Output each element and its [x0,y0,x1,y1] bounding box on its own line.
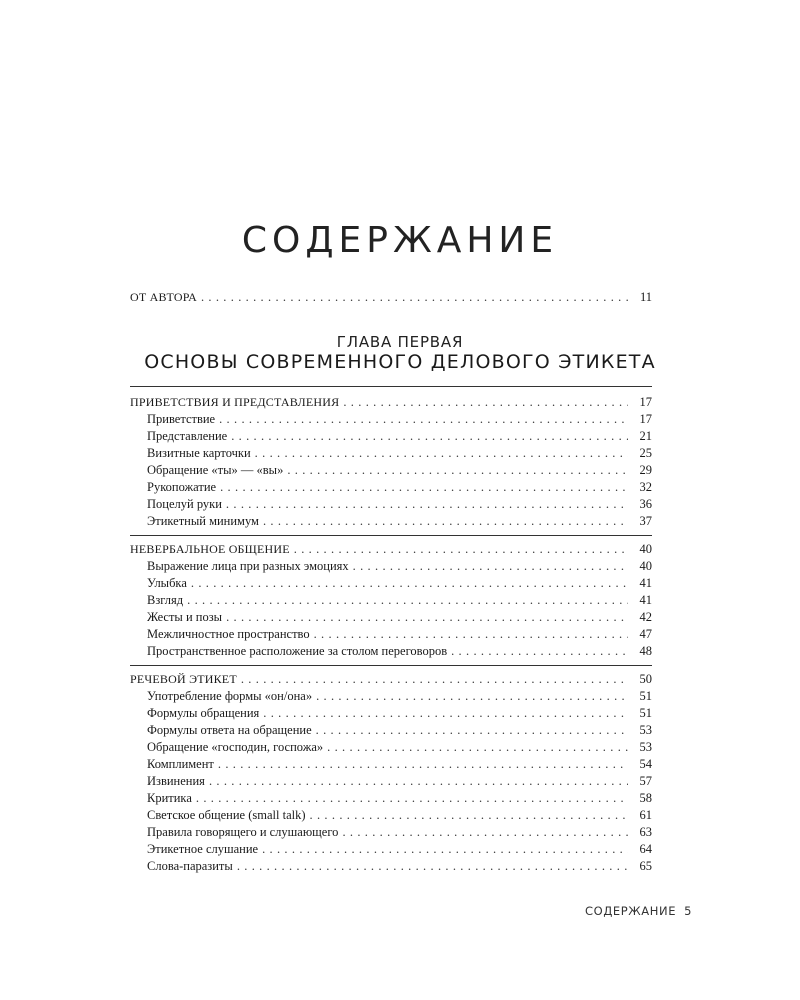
section-divider [130,665,652,666]
toc-entry[interactable] [147,791,652,806]
section-divider [130,535,652,536]
toc-entry[interactable] [147,412,652,427]
toc-entry[interactable] [147,446,652,461]
toc-entry[interactable] [147,576,652,591]
toc-entry-page: 36 [639,497,652,511]
toc-entry-page: 41 [639,576,652,590]
leader-dots [187,593,628,608]
toc-entry-label: Этикетное слушание [147,842,259,856]
toc-entry[interactable] [147,514,652,529]
toc-entry-label: Обращение «господин, госпожа» [147,740,324,754]
toc-entry-label: Выражение лица при разных эмоциях [147,559,349,573]
toc-entry[interactable] [147,774,652,789]
toc-entry-label: Приветствие [147,412,216,426]
toc-entry-label: Комплимент [147,757,214,771]
toc-section-nonverbal[interactable] [130,542,652,557]
toc-entry-page: 32 [639,480,652,494]
leader-dots [209,774,628,789]
leader-dots [342,825,628,840]
toc-entry-page: 17 [639,412,652,426]
toc-entry-label: Извинения [147,774,205,788]
toc-entry-page: 61 [639,808,652,822]
toc-entry-label: Формулы обращения [147,706,260,720]
section-divider [130,386,652,387]
toc-entry-page: 47 [639,627,652,641]
toc-section-label: РЕЧЕВОЙ ЭТИКЕТ [130,672,237,686]
leader-dots [226,497,628,512]
leader-dots [191,576,628,591]
toc-section-greetings[interactable] [130,395,652,410]
toc-entry-label: Этикетный минимум [147,514,259,528]
toc-entry-label: Правила говорящего и слушающего [147,825,339,839]
toc-entry-page: 53 [639,723,652,737]
toc-entry-page: 29 [639,463,652,477]
toc-entry-label: Светское общение (small talk) [147,808,306,822]
toc-entry-page: 42 [639,610,652,624]
toc-entry-label: Взгляд [147,593,184,607]
toc-entry-label: Употребление формы «он/она» [147,689,313,703]
toc-entry[interactable] [147,723,652,738]
leader-dots [262,842,628,857]
toc-entry[interactable] [147,480,652,495]
toc-entry[interactable] [147,842,652,857]
toc-entry[interactable] [147,740,652,755]
leader-dots [220,480,628,495]
toc-entry-page: 37 [639,514,652,528]
leader-dots [310,808,628,823]
toc-section-label: ПРИВЕТСТВИЯ И ПРЕДСТАВЛЕНИЯ [130,395,340,409]
toc-entry[interactable] [147,689,652,704]
leader-dots [327,740,628,755]
toc-entry[interactable] [147,706,652,721]
toc-entry-author[interactable] [130,290,652,305]
toc-entry-page: 64 [639,842,652,856]
toc-entry-label: ОТ АВТОРА [130,290,197,304]
toc-entry[interactable] [147,825,652,840]
leader-dots [316,689,628,704]
toc-entry-page: 58 [639,791,652,805]
toc-section-label: НЕВЕРБАЛЬНОЕ ОБЩЕНИЕ [130,542,290,556]
page-title: СОДЕРЖАНИЕ [241,220,559,262]
toc-entry-page: 57 [639,774,652,788]
leader-dots [343,395,628,410]
toc-entry-label: Слова-паразиты [147,859,233,873]
toc-entry-label: Межличностное пространство [147,627,310,641]
toc-entry-label: Жесты и позы [147,610,223,624]
toc-entry-label: Обращение «ты» — «вы» [147,463,284,477]
toc-section-speech[interactable] [130,672,652,687]
toc-entry-page: 63 [639,825,652,839]
leader-dots [294,542,628,557]
toc-entry[interactable] [147,859,652,874]
chapter-label: ГЛАВА ПЕРВАЯ [336,333,464,351]
toc-entry-page: 51 [639,706,652,720]
leader-dots [201,290,628,305]
toc-entry-label: Улыбка [147,576,187,590]
toc-entry[interactable] [147,463,652,478]
toc-entry[interactable] [147,627,652,642]
toc-entry-label: Формулы ответа на обращение [147,723,312,737]
leader-dots [241,672,628,687]
toc-entry-page: 53 [639,740,652,754]
toc-entry-label: Критика [147,791,192,805]
page-number: 5 [684,904,692,918]
leader-dots [231,429,628,444]
chapter-title: ОСНОВЫ СОВРЕМЕННОГО ДЕЛОВОГО ЭТИКЕТА [144,351,656,373]
toc-entry-page: 54 [639,757,652,771]
toc-entry-page: 51 [639,689,652,703]
leader-dots [218,757,628,772]
toc-entry[interactable] [147,593,652,608]
leader-dots [219,412,628,427]
running-footer-title: СОДЕРЖАНИЕ [585,904,677,918]
toc-entry[interactable] [147,429,652,444]
toc-entry[interactable] [147,808,652,823]
toc-entry-page: 65 [639,859,652,873]
leader-dots [451,644,628,659]
leader-dots [237,859,628,874]
leader-dots [287,463,628,478]
running-footer [560,904,692,918]
leader-dots [255,446,628,461]
toc-section-page: 50 [639,672,652,686]
toc-entry[interactable] [147,610,652,625]
leader-dots [263,514,628,529]
leader-dots [196,791,628,806]
toc-entry-label: Пространственное расположение за столом переговоров [147,644,448,658]
toc-entry[interactable] [147,497,652,512]
leader-dots [314,627,628,642]
leader-dots [316,723,628,738]
toc-entry-page: 41 [639,593,652,607]
toc-section-page: 17 [639,395,652,409]
toc-entry[interactable] [147,559,652,574]
toc-entry-label: Рукопожатие [147,480,217,494]
toc-section-page: 40 [639,542,652,556]
toc-entry-page: 11 [639,290,652,304]
toc-entry-page: 40 [639,559,652,573]
toc-entry-page: 25 [639,446,652,460]
toc-entry-label: Визитные карточки [147,446,251,460]
toc-entry[interactable] [147,757,652,772]
toc-entry-label: Поцелуй руки [147,497,222,511]
leader-dots [353,559,628,574]
leader-dots [226,610,628,625]
toc-entry-label: Представление [147,429,228,443]
toc-entry[interactable] [147,644,652,659]
toc-entry-page: 21 [639,429,652,443]
leader-dots [263,706,628,721]
toc-entry-page: 48 [639,644,652,658]
